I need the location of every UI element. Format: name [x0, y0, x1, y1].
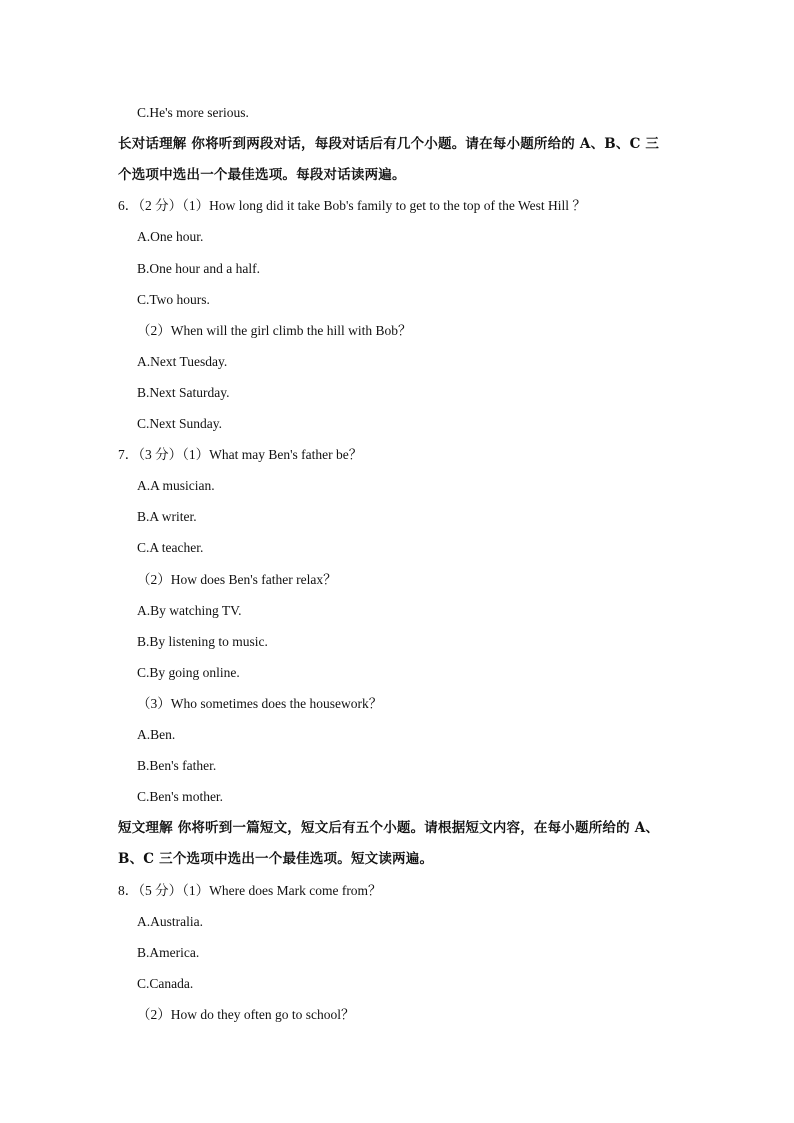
question-heading: 8．（5 分）（1）Where does Mark come from？ — [118, 883, 382, 898]
question-heading: 7．（3 分）（1）What may Ben's father be？ — [118, 447, 363, 462]
answer-option: A.Next Tuesday. — [137, 354, 228, 369]
sub-question: （3）Who sometimes does the housework？ — [137, 696, 383, 711]
answer-option: B.Next Saturday. — [137, 385, 230, 400]
answer-option: A.One hour. — [137, 229, 204, 244]
answer-option: B.By listening to music. — [137, 634, 268, 649]
sub-question: （2）How do they often go to school？ — [137, 1007, 355, 1022]
answer-option: C.Next Sunday. — [137, 416, 222, 431]
answer-option: C.A teacher. — [137, 540, 204, 555]
answer-option: B.Ben's father. — [137, 758, 217, 773]
answer-option: C.Two hours. — [137, 292, 210, 307]
section-instruction: 长对话理解 你将听到两段对话，每段对话后有几个小题。请在每小题所给的 A、B、C 三 — [118, 136, 660, 152]
answer-option: C.He's more serious. — [137, 105, 249, 120]
answer-option: A.Australia. — [137, 914, 203, 929]
answer-option: A.By watching TV. — [137, 603, 242, 618]
answer-option: A.Ben. — [137, 727, 176, 742]
question-heading: 6．（2 分）（1）How long did it take Bob's family to get to the top of the West Hill ？ — [118, 198, 586, 213]
section-instruction: 短文理解 你将听到一篇短文，短文后有五个小题。请根据短文内容，在每小题所给的 A、 — [118, 820, 660, 836]
sub-question: （2）When will the girl climb the hill with Bob？ — [137, 323, 412, 338]
section-instruction: B、C 三个选项中选出一个最佳选项。短文读两遍。 — [118, 851, 434, 867]
section-instruction: 个选项中选出一个最佳选项。每段对话读两遍。 — [118, 167, 406, 183]
sub-question: （2）How does Ben's father relax？ — [137, 572, 337, 587]
answer-option: A.A musician. — [137, 478, 215, 493]
answer-option: C.By going online. — [137, 665, 240, 680]
answer-option: B.America. — [137, 945, 200, 960]
answer-option: C.Ben's mother. — [137, 789, 224, 804]
answer-option: B.One hour and a half. — [137, 261, 260, 276]
answer-option: C.Canada. — [137, 976, 194, 991]
answer-option: B.A writer. — [137, 509, 197, 524]
